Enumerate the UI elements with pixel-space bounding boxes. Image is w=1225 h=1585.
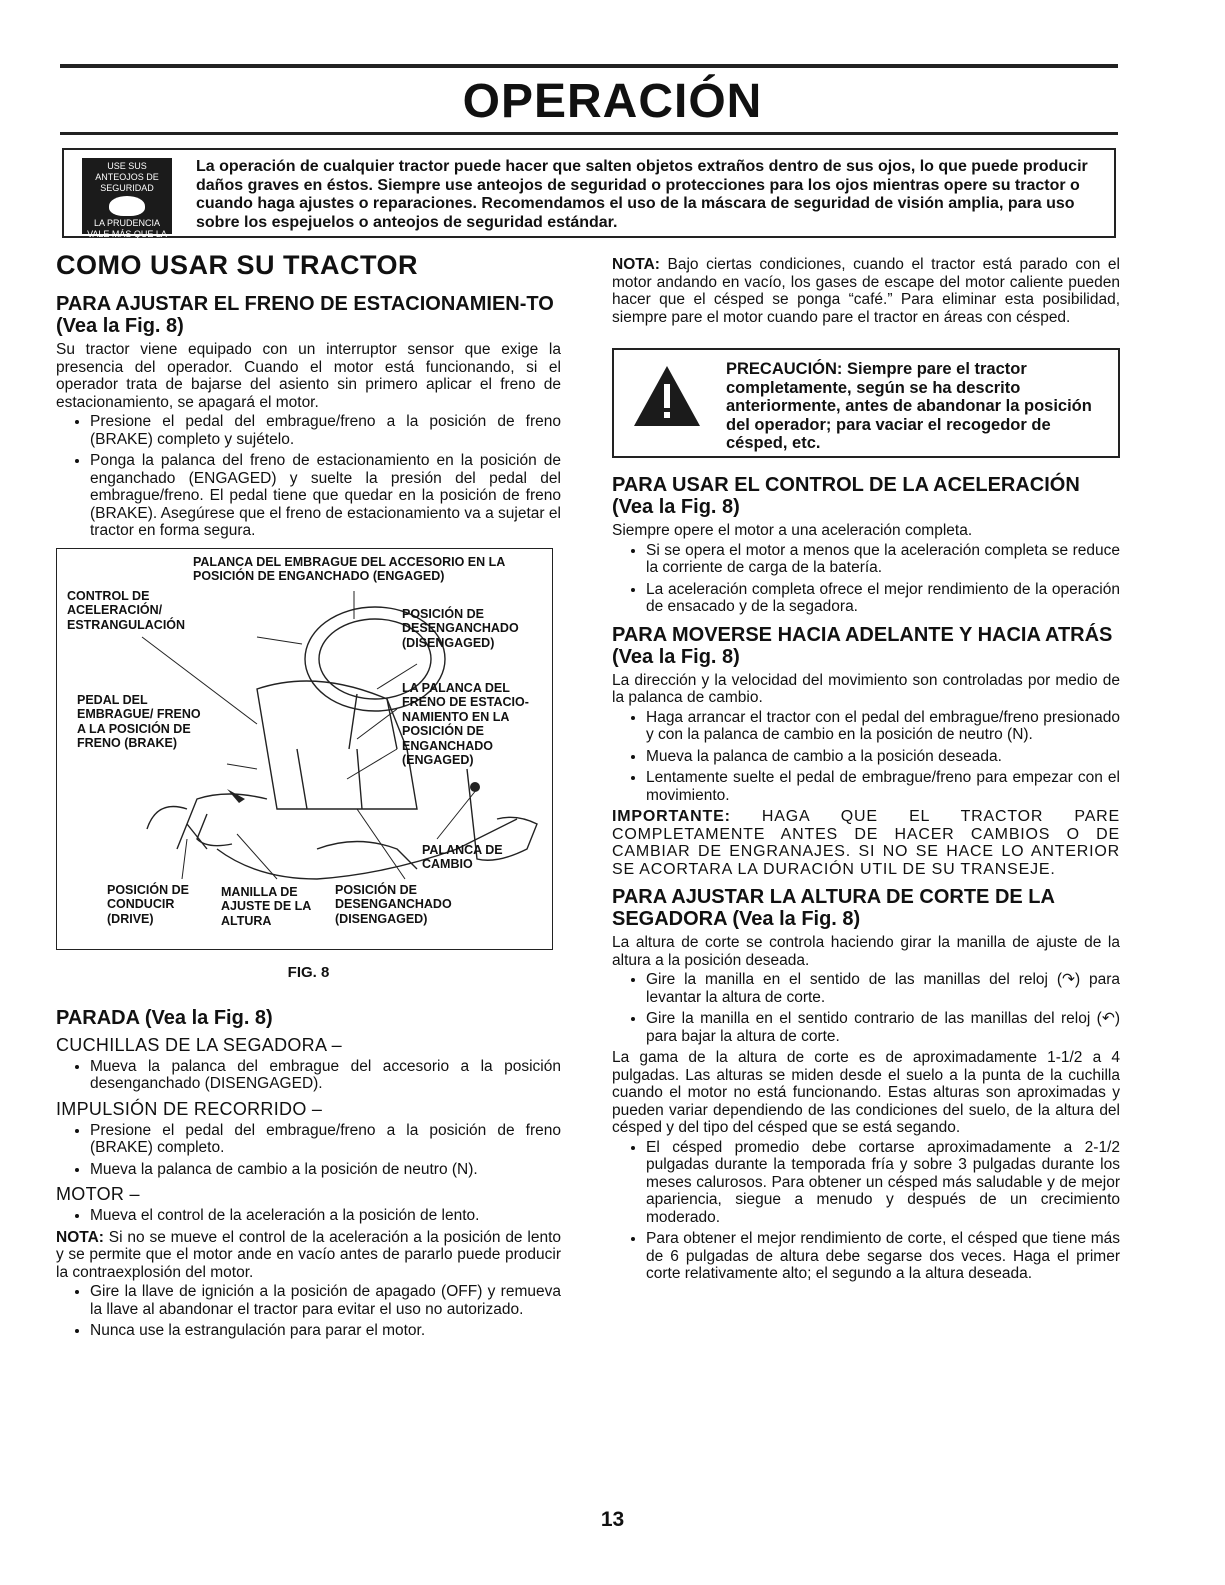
list-item: • Mueva la palanca de cambio a la posición de neutro (N).	[90, 1161, 561, 1179]
paragraph: Su tractor viene equipado con un interruptor sensor que exige la presencia del operador. Cuando el motor está funcionando, si el operador trata de bajarse del asiento sin primero aplicar el freno de estacionamiento, se apagará el motor.	[56, 341, 561, 411]
list-item: • Presione el pedal del embrague/freno a la posición de freno (BRAKE) completo y sujételo.	[90, 413, 561, 448]
list-item: • Mueva el control de la aceleración a la posición de lento.	[90, 1207, 561, 1225]
list-item: • Lentamente suelte el pedal de embrague/freno para empezar con el movimiento.	[646, 769, 1120, 804]
warning-triangle-icon	[632, 364, 702, 428]
subsection-heading: PARA AJUSTAR LA ALTURA DE CORTE DE LA SEGADORA (Vea la Fig. 8)	[612, 886, 1055, 930]
warning-icon-line: USE SUS	[107, 161, 147, 171]
note-text: Si no se mueve el control de la aceleración a la posición de lento y se permite que el motor ande en vacío antes de pararlo puede producir la contraexplosión del motor.	[56, 1228, 561, 1281]
title-rule	[60, 132, 1118, 135]
face-icon	[109, 196, 145, 216]
paragraph: La altura de corte se controla haciendo girar la manilla de ajuste de la altura a la posición deseada.	[612, 934, 1120, 969]
subheading: MOTOR –	[56, 1184, 140, 1204]
bullet-list	[612, 971, 1120, 1045]
paragraph: La gama de la altura de corte es de aproximadamente 1-1/2 a 4 pulgadas. Las alturas se miden desde el suelo a la punta de la cuchilla cuando el motor no está funcionando. Estas alturas son aproximadas y pueden variar dependiendo de las condiciones del suelo, de la altura del césped y del tipo del césped que se está segando.	[612, 1049, 1120, 1136]
list-item: • Gire la manilla en el sentido de las manillas del reloj (↷) para levantar la altura de corte.	[646, 971, 1120, 1006]
subsection-heading: PARA USAR EL CONTROL DE LA ACELERACIÓN (Vea la Fig. 8)	[612, 474, 1080, 518]
top-rule	[60, 64, 1118, 68]
caution-box	[612, 348, 1120, 458]
bullet-list	[612, 1139, 1120, 1283]
list-item: • Gire la manilla en el sentido contrario de las manillas del reloj (↶) para bajar la altura de corte.	[646, 1010, 1120, 1045]
subsection-heading: PARADA (Vea la Fig. 8)	[56, 1006, 273, 1029]
important-label: IMPORTANTE:	[612, 808, 731, 825]
figure-label: POSICIÓN DE DESENGANCHADO (DISENGAGED)	[402, 606, 519, 650]
list-item: • Si se opera el motor a menos que la aceleración completa se reduce la corriente de carga de la batería.	[646, 542, 1120, 577]
note-paragraph	[612, 256, 1120, 326]
safety-glasses-icon	[82, 158, 172, 250]
subsection-heading: PARA MOVERSE HACIA ADELANTE Y HACIA ATRÁS (Vea la Fig. 8)	[612, 623, 1113, 668]
right-column	[612, 256, 1120, 1287]
list-item: • Haga arrancar el tractor con el pedal del embrague/freno presionado y con la palanca de cambio en la posición de neutro (N).	[646, 709, 1120, 744]
figure-label: PALANCA DE CAMBIO	[422, 842, 503, 871]
list-item: • La aceleración completa ofrece el mejor rendimiento de la operación de ensacado y de la segadora.	[646, 581, 1120, 616]
bullet-list	[56, 1207, 561, 1225]
safety-warning-box	[62, 148, 1116, 250]
list-item: • Nunca use la estrangulación para parar el motor.	[90, 1322, 561, 1340]
paragraph: Siempre opere el motor a una aceleración completa.	[612, 522, 973, 539]
figure-label: POSICIÓN DE DESENGANCHADO (DISENGAGED)	[335, 882, 452, 926]
safety-warning-text: La operación de cualquier tractor puede hacer que salten objetos extraños dentro de sus ojos, lo que puede producir daños graves en éstos. Siempre use anteojos de seguridad o protecciones para los ojos mientras opere su tractor o cuando haga ajustes o reparaciones. Recomendamos el uso de la máscara de seguridad de visión amplia, para uso sobre los espejuelos o anteojos de seguridad estándar.	[196, 158, 1088, 231]
list-item: • Mueva la palanca de cambio a la posición deseada.	[646, 748, 1120, 766]
list-item: • Ponga la palanca del freno de estacionamiento en la posición de enganchado (ENGAGED) y suelte la presión del pedal del embrague/freno. El pedal tiene que quedar en la posición de freno (BRAKE). Asegúrese que el freno de estacionamiento va a sujetar el tractor en forma segura.	[90, 452, 561, 540]
important-paragraph	[612, 808, 1120, 878]
note-text: Bajo ciertas condiciones, cuando el tractor está parado con el motor andando en vacío, los gases de escape del motor caliente pueden hacer que el césped se ponga “café.” Para eliminar esta posibilidad, siempre pare el motor cuando pare el tractor en áreas con césped.	[612, 256, 1120, 326]
figure-label: MANILLA DE AJUSTE DE LA ALTURA	[221, 884, 311, 928]
list-item: • Para obtener el mejor rendimiento de corte, el césped que tiene más de 6 pulgadas de altura debe segarse dos veces. Haga el primer corte relativamente alto; el segundo a la altura deseada.	[646, 1230, 1120, 1283]
figure-label: LA PALANCA DEL FRENO DE ESTACIO-NAMIENTO EN LA POSICIÓN DE ENGANCHADO (ENGAGED)	[402, 680, 529, 767]
list-item: • El césped promedio debe cortarse aproximadamente a 2-1/2 pulgadas durante la temporada fría y sobre 3 pulgadas durante los meses calurosos. Para obtener un césped más saludable y de mejor apariencia, siegue a menudo y después de un crecimiento moderado.	[646, 1139, 1120, 1227]
bullet-list	[56, 413, 561, 540]
subheading: IMPULSIÓN DE RECORRIDO –	[56, 1098, 323, 1119]
bullet-list	[56, 1283, 561, 1340]
paragraph: La dirección y la velocidad del movimiento son controladas por medio de la palanca de cambio.	[612, 671, 1120, 706]
figure-label: POSICIÓN DE CONDUCIR (DRIVE)	[107, 882, 189, 926]
figure-caption: FIG. 8	[287, 963, 330, 981]
page-title: OPERACIÓN	[462, 75, 763, 128]
section-heading: COMO USAR SU TRACTOR	[56, 250, 419, 280]
bullet-list	[612, 709, 1120, 805]
subheading: CUCHILLAS DE LA SEGADORA –	[56, 1034, 342, 1055]
subsection-heading: PARA AJUSTAR EL FRENO DE ESTACIONAMIEN-TO (Vea la Fig. 8)	[56, 293, 554, 337]
bullet-list	[612, 542, 1120, 616]
warning-icon-line: ANTEOJOS DE SEGURIDAD	[95, 172, 159, 193]
list-item: • Mueva la palanca del embrague del accesorio a la posición desenganchado (DISENGAGED).	[90, 1058, 561, 1093]
figure-label: PALANCA DEL EMBRAGUE DEL ACCESORIO EN LA POSICIÓN DE ENGANCHADO (ENGAGED)	[193, 554, 505, 583]
left-column	[56, 250, 561, 1344]
figure-8	[56, 548, 553, 950]
caution-text: PRECAUCIÓN: Siempre pare el tractor completamente, según se ha descrito anteriormente, antes de abandonar la posición del operador; para vaciar el recogedor de césped, etc.	[726, 360, 1092, 452]
list-item: • Presione el pedal del embrague/freno a la posición de freno (BRAKE) completo.	[90, 1122, 561, 1157]
note-label: NOTA:	[56, 1228, 104, 1246]
list-item: • Gire la llave de ignición a la posición de apagado (OFF) y remueva la llave al abandonar el tractor para evitar el uso no autorizado.	[90, 1283, 561, 1318]
page-number: 13	[600, 1508, 625, 1531]
note-paragraph	[56, 1229, 561, 1282]
bullet-list	[56, 1058, 561, 1093]
note-label: NOTA:	[612, 256, 660, 273]
important-text: HAGA QUE EL TRACTOR PARE COMPLETAMENTE ANTES DE HACER CAMBIOS O DE CAMBIAR DE ENGRANAJES. SI NO SE HACE LO ANTERIOR SE ACORTARA LA DURACIÓN UTIL DE SU TRANSEJE.	[612, 808, 1120, 878]
warning-icon-line: LA PRUDENCIA VALE MÁS QUE LA FALTA DE VISIÓN	[87, 218, 167, 250]
bullet-list	[56, 1122, 561, 1179]
shift-lever-knob-icon	[470, 782, 480, 792]
figure-label: CONTROL DE ACELERACIÓN/ ESTRANGULACIÓN	[67, 588, 186, 632]
figure-label: PEDAL DEL EMBRAGUE/ FRENO A LA POSICIÓN DE FRENO (BRAKE)	[77, 692, 201, 750]
